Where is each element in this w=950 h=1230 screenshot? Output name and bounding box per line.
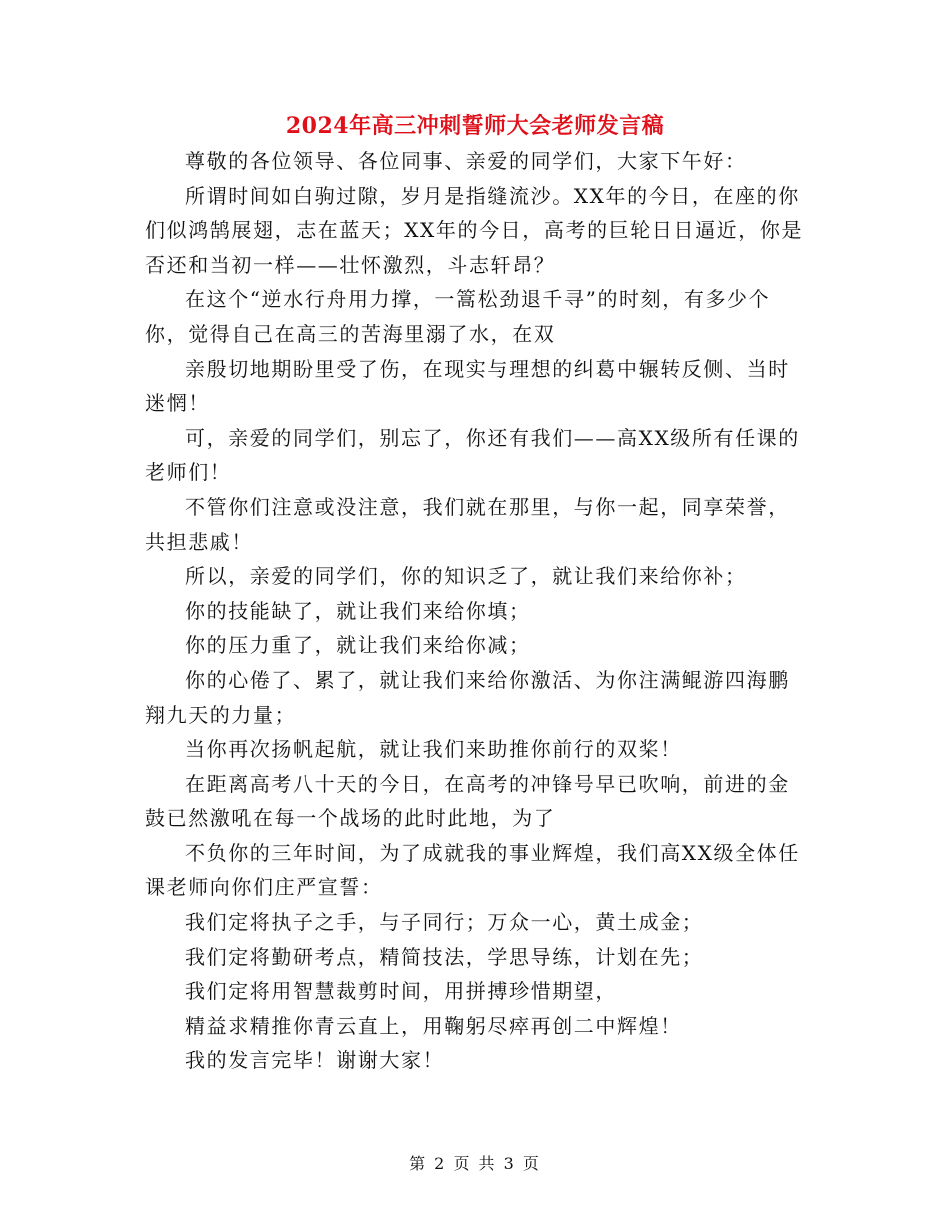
paragraph: 亲殷切地期盼里受了伤，在现实与理想的纠葛中辗转反侧、当时迷惘！ (145, 356, 790, 416)
paragraph: 不负你的三年时间，为了成就我的事业辉煌，我们高XX级全体任课老师向你们庄严宣誓： (145, 840, 800, 900)
document-body (145, 144, 810, 1078)
paragraph: 我们定将用智慧裁剪时间，用拼搏珍惜期望， (185, 979, 617, 1004)
paragraph: 尊敬的各位领导、各位同事、亲爱的同学们，大家下午好： (185, 149, 747, 173)
paragraph: 我们定将执子之手，与子同行；万众一心，黄土成金； (185, 910, 704, 935)
page-number-footer: 第 2 页 共 3 页 (409, 1154, 541, 1173)
paragraph: 你的压力重了，就让我们来给你减； (185, 633, 531, 658)
paragraph: 我的发言完毕！谢谢大家！ (185, 1048, 445, 1073)
paragraph: 所谓时间如白驹过隙，岁月是指缝流沙。XX年的今日，在座的你们似鸿鹄展翅，志在蓝天；XX年的今日，高考的巨轮日日逼近，你是否还和当初一样——壮怀激烈，斗志轩昂？ (145, 183, 804, 277)
paragraph: 不管你们注意或没注意，我们就在那里，与你一起，同享荣誉，共担悲戚！ (145, 494, 790, 554)
paragraph: 可，亲爱的同学们，别忘了，你还有我们——高XX级所有任课的老师们！ (145, 425, 800, 485)
paragraph: 你的技能缺了，就让我们来给你填； (185, 598, 531, 623)
paragraph: 所以，亲爱的同学们，你的知识乏了，就让我们来给你补； (185, 564, 747, 589)
paragraph: 在这个“逆水行舟用力撑，一篙松劲退千寻”的时刻，有多少个你，觉得自己在高三的苦海里溺了水，在双 (145, 287, 771, 346)
paragraph: 当你再次扬帆起航，就让我们来助推你前行的双桨！ (185, 737, 682, 762)
paragraph: 我们定将勤研考点，精简技法，学思导练，计划在先； (185, 944, 704, 969)
paragraph: 在距离高考八十天的今日，在高考的冲锋号早已吹响，前进的金鼓已然激吼在每一个战场的此时此地，为了 (145, 771, 790, 831)
paragraph: 你的心倦了、累了，就让我们来给你激活、为你注满鲲游四海鹏翔九天的力量； (145, 667, 790, 727)
document-title: 2024年高三冲刺誓师大会老师发言稿 (285, 113, 665, 139)
paragraph: 精益求精推你青云直上，用鞠躬尽瘁再创二中辉煌！ (185, 1013, 682, 1038)
